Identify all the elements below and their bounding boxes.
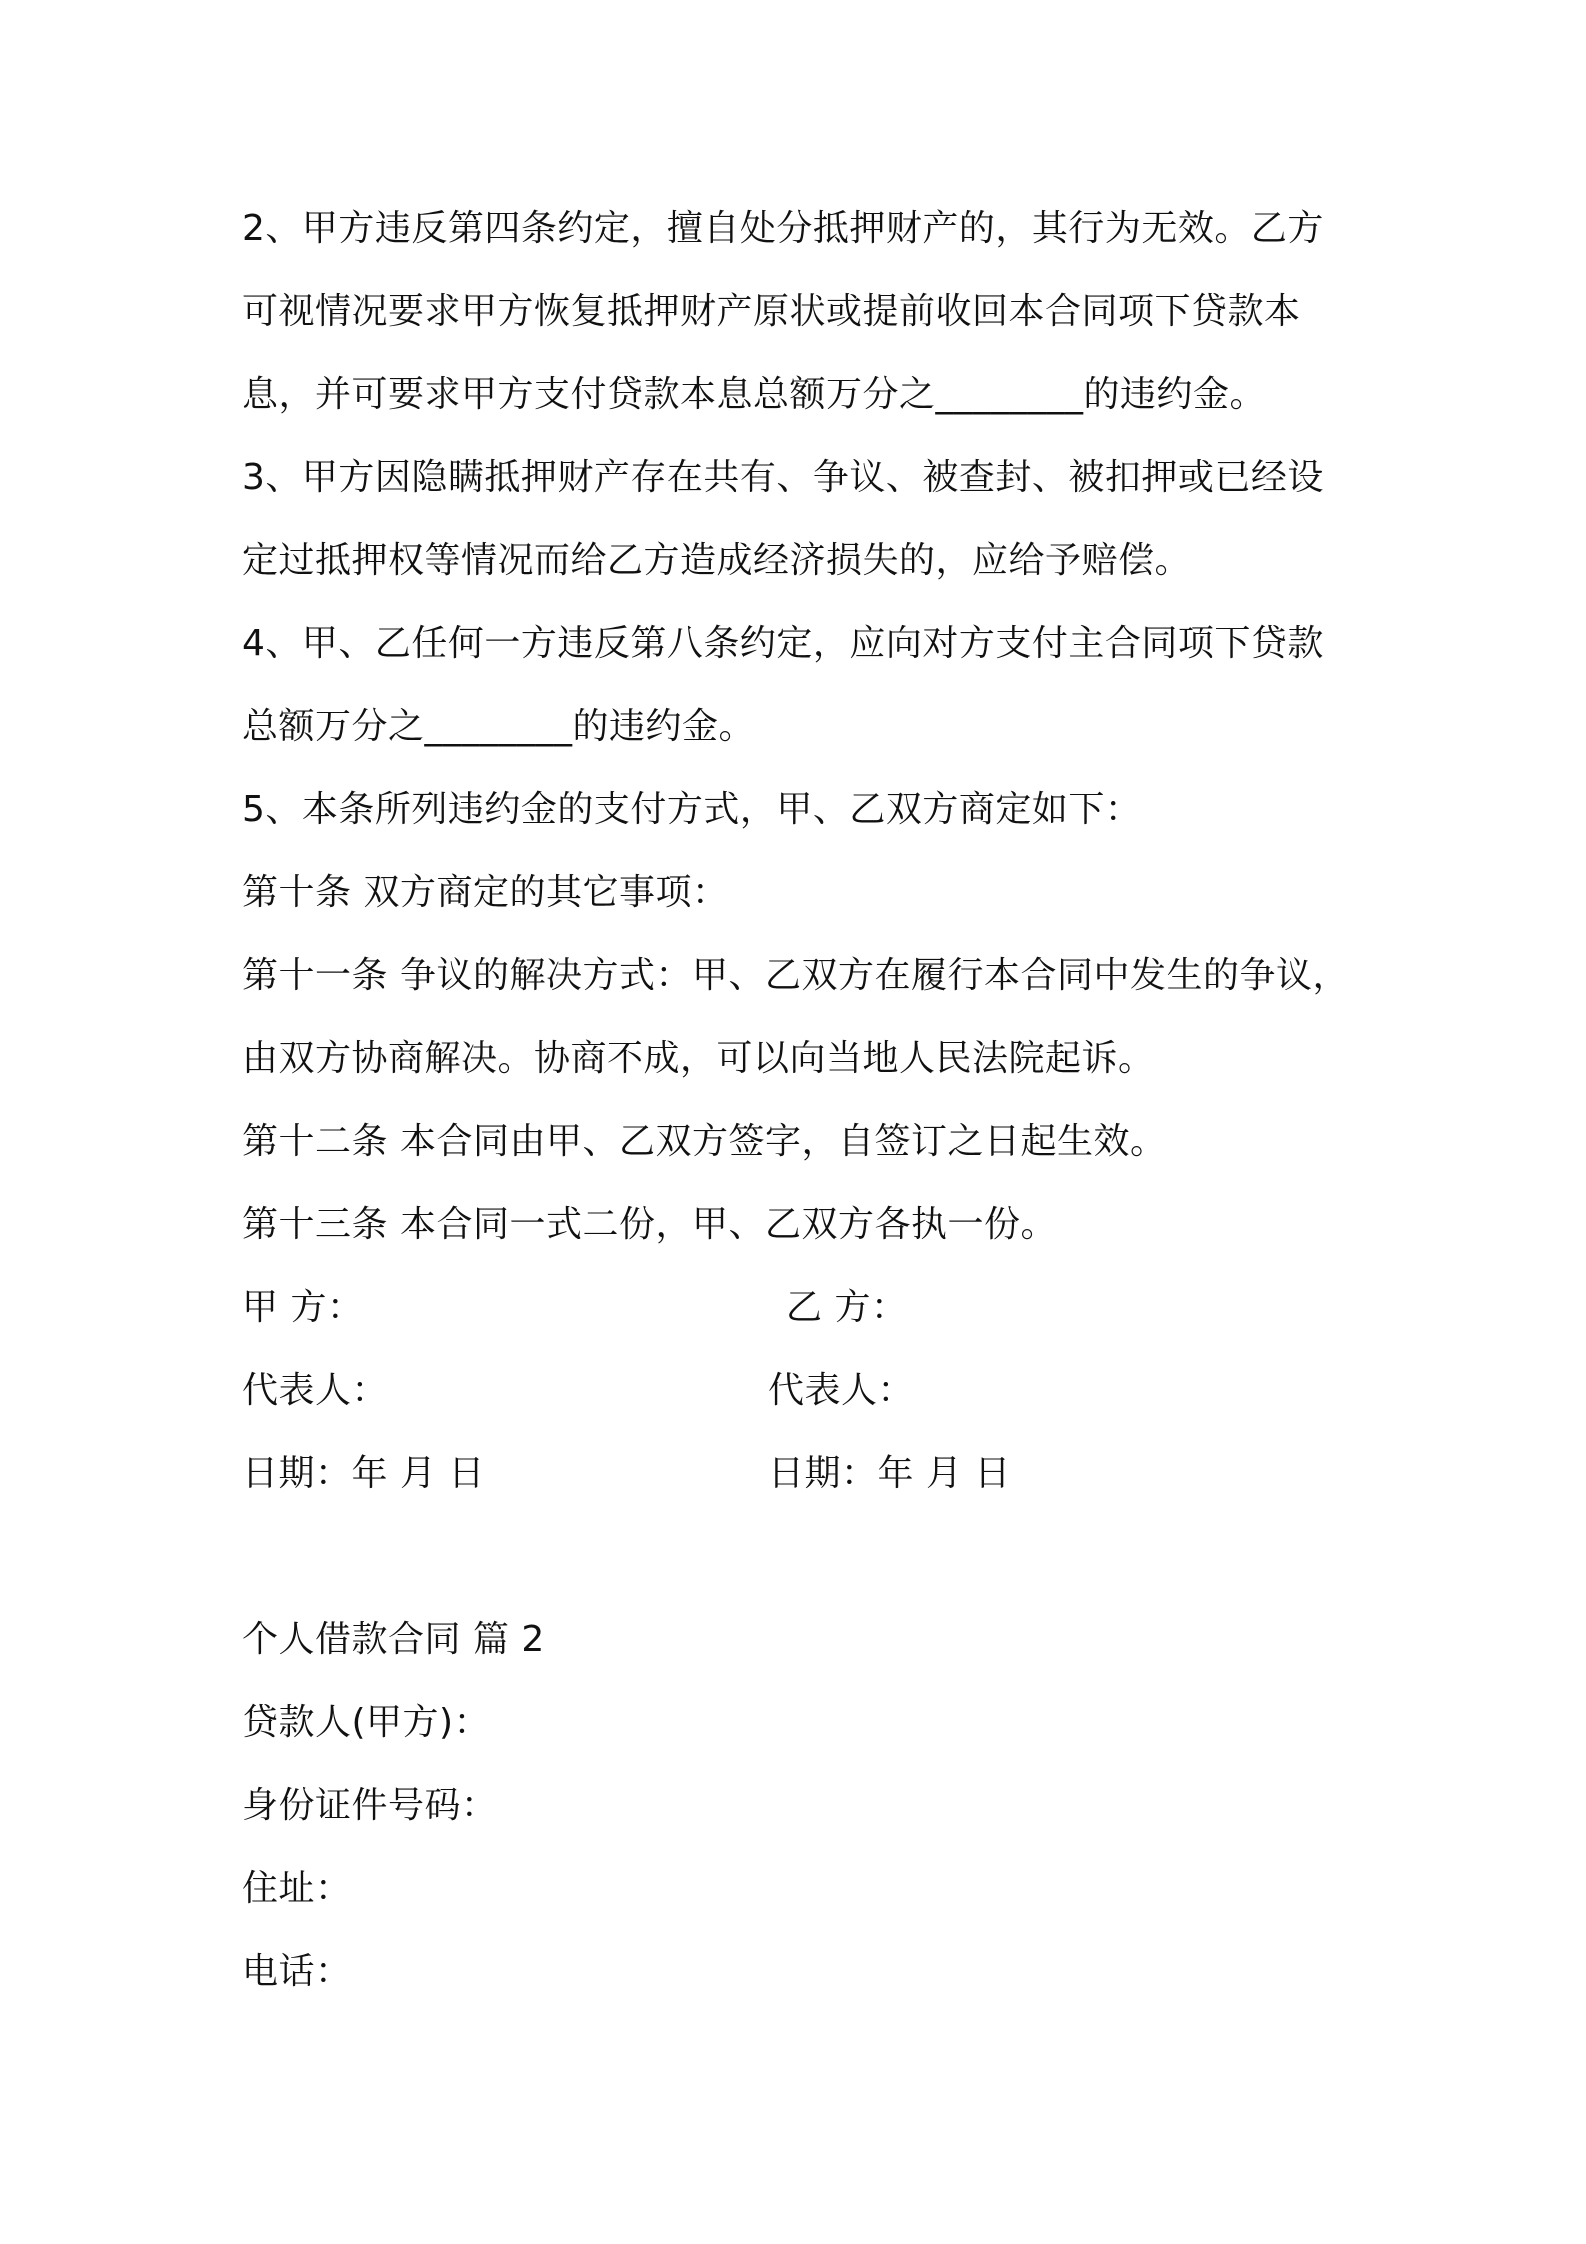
representative-b-label: 代表人： — [768, 1370, 915, 1411]
clause-item-4-line-1: 4、甲、乙任何一方违反第八条约定，应向对方支付主合同项下贷款 — [242, 623, 1324, 664]
phone-label: 电话： — [242, 1951, 352, 1992]
date-b-label: 日期：年 月 日 — [768, 1453, 1011, 1494]
article-12: 第十二条 本合同由甲、乙双方签字，自签订之日起生效。 — [242, 1121, 1167, 1162]
clause-item-3-line-2: 定过抵押权等情况而给乙方造成经济损失的，应给予赔偿。 — [242, 540, 1192, 581]
article-11-line-2: 由双方协商解决。协商不成，可以向当地人民法院起诉。 — [242, 1038, 1155, 1079]
date-a-label: 日期：年 月 日 — [242, 1453, 485, 1494]
id-number-label: 身份证件号码： — [242, 1785, 498, 1826]
lender-label: 贷款人(甲方)： — [242, 1702, 491, 1743]
article-10: 第十条 双方商定的其它事项： — [242, 872, 729, 913]
representative-a-label: 代表人： — [242, 1370, 389, 1411]
article-11-line-1: 第十一条 争议的解决方式：甲、乙双方在履行本合同中发生的争议， — [242, 955, 1349, 996]
clause-item-2-line-2: 可视情况要求甲方恢复抵押财产原状或提前收回本合同项下贷款本 — [242, 291, 1301, 332]
contract-2-title: 个人借款合同 篇 2 — [242, 1619, 545, 1660]
clause-item-4-line-2: 总额万分之________的违约金。 — [242, 706, 756, 747]
article-13: 第十三条 本合同一式二份，甲、乙双方各执一份。 — [242, 1204, 1057, 1245]
party-a-label: 甲 方： — [242, 1287, 364, 1328]
address-label: 住址： — [242, 1868, 352, 1909]
clause-item-2-line-3: 息，并可要求甲方支付贷款本息总额万分之________的违约金。 — [242, 374, 1267, 415]
party-b-label: 乙 方： — [786, 1287, 908, 1328]
clause-item-2-line-1: 2、甲方违反第四条约定，擅自处分抵押财产的，其行为无效。乙方 — [242, 208, 1324, 249]
clause-item-5: 5、本条所列违约金的支付方式，甲、乙双方商定如下： — [242, 789, 1142, 830]
clause-item-3-line-1: 3、甲方因隐瞒抵押财产存在共有、争议、被查封、被扣押或已经设 — [242, 457, 1324, 498]
